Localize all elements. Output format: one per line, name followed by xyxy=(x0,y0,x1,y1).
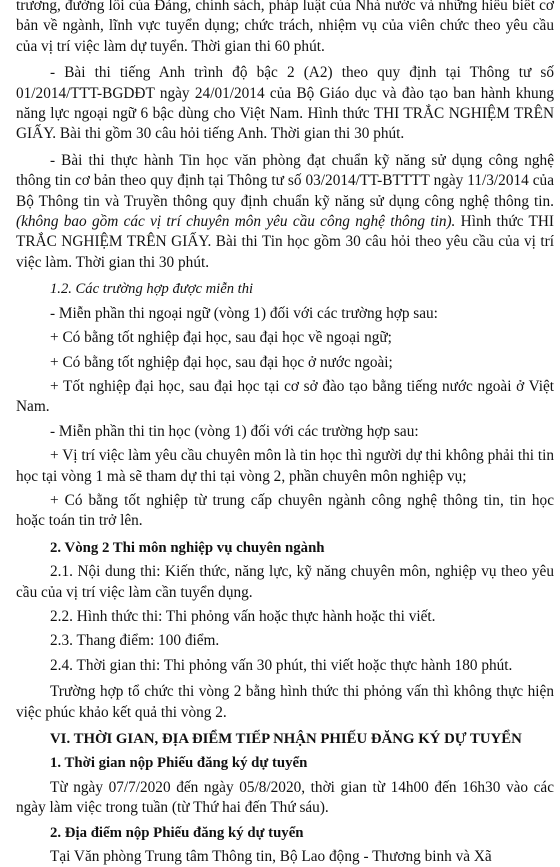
list-item-it-1: + Vị trí việc làm yêu cầu chuyên môn là tin học thì người dự thi không phải thi tin học tại vòng 1 mà sẽ tham dự thi tại vòng 2, phần chuyên môn nghiệp vụ; xyxy=(16,447,554,485)
paragraph-general-knowledge-cont: trương, đường lối của Đảng, chính sách, pháp luật của Nhà nước và những hiểu biết cơ bản về ngành, lĩnh vực tuyển dụng; chức trách, nhiệm vụ của viên chức theo yêu cầu của vị trí việc làm dự tuyển. Thời gian thi 60 phút. xyxy=(16,0,554,55)
it-exam-text-b: Hình thức THI TRẮC NGHIỆM TRÊN GIẤY. Bài thi Tin học gồm 30 câu hỏi theo yêu cầu của vị trí việc làm. Thời gian thi 30 phút. xyxy=(16,213,554,271)
paragraph-exempt-language: - Miễn phần thi ngoại ngữ (vòng 1) đối với các trường hợp sau: xyxy=(50,304,438,322)
list-item-language-2: + Có bằng tốt nghiệp đại học, sau đại học ở nước ngoài; xyxy=(50,353,393,371)
heading-round-2: 2. Vòng 2 Thi môn nghiệp vụ chuyên ngành xyxy=(50,539,325,556)
it-exam-text-a: - Bài thi thực hành Tin học văn phòng đạt chuẩn kỹ năng sử dụng công nghệ thông tin cơ bản theo quy định tại Thông tư số 03/2014/TT-BTTTT ngày 11/3/2014 của Bộ Thông tin và Truyền thông quy định chuẩn kỹ năng sử dụng công nghệ thông tin. xyxy=(16,151,554,210)
paragraph-english-exam: - Bài thi tiếng Anh trình độ bậc 2 (A2) theo quy định tại Thông tư số 01/2014/TTT-BGDĐT ngày 24/01/2014 của Bộ Giáo dục và đào tạo ban hành khung năng lực ngoại ngữ 6 bậc dùng cho Việt Nam. Hình thức THI TRẮC NGHIỆM TRÊN GIẤY. Bài thi gồm 30 câu hỏi tiếng Anh. Thời gian thi 30 phút. xyxy=(16,64,554,143)
paragraph-round2-note: Trường hợp tổ chức thi vòng 2 bằng hình thức thi phỏng vấn thì không thực hiện việc phúc khảo kết quả thi vòng 2. xyxy=(16,683,554,721)
heading-section-vi: VI. THỜI GIAN, ĐỊA ĐIỂM TIẾP NHẬN PHIẾU ĐĂNG KÝ DỰ TUYỂN xyxy=(50,731,522,747)
heading-exemption-cases: 1.2. Các trường hợp được miễn thi xyxy=(50,281,254,298)
heading-submission-time: 1. Thời gian nộp Phiếu đăng ký dự tuyển xyxy=(50,755,308,772)
paragraph-exempt-it: - Miễn phần thi tin học (vòng 1) đối với các trường hợp sau: xyxy=(50,422,419,440)
paragraph-submission-time: Từ ngày 07/7/2020 đến ngày 05/8/2020, thời gian từ 14h00 đến 16h30 vào các ngày làm việc trong tuần (từ Thứ hai đến Thứ sáu). xyxy=(16,778,554,817)
paragraph-round2-content: 2.1. Nội dung thi: Kiến thức, năng lực, kỹ năng chuyên môn, nghiệp vụ theo yêu cầu của vị trí việc làm cần tuyển dụng. xyxy=(16,563,554,601)
paragraph-it-exam xyxy=(16,151,554,273)
paragraph-round2-format: 2.2. Hình thức thi: Thi phỏng vấn hoặc thực hành hoặc thi viết. xyxy=(50,607,436,625)
heading-submission-place: 2. Địa điểm nộp Phiếu đăng ký dự tuyển xyxy=(50,824,304,841)
paragraph-round2-score: 2.3. Thang điểm: 100 điểm. xyxy=(50,632,220,650)
list-item-language-1: + Có bằng tốt nghiệp đại học, sau đại học về ngoại ngữ; xyxy=(50,329,392,347)
list-item-language-3: + Tốt nghiệp đại học, sau đại học tại cơ sở đào tạo bằng tiếng nước ngoài ở Việt Nam. xyxy=(16,377,554,416)
it-exam-italic-note: (không bao gồm các vị trí chuyên môn yêu cầu công nghệ thông tin). xyxy=(16,213,456,231)
paragraph-round2-duration: 2.4. Thời gian thi: Thi phỏng vấn 30 phút, thi viết hoặc thực hành 180 phút. xyxy=(50,656,513,674)
list-item-it-2: + Có bằng tốt nghiệp từ trung cấp chuyên ngành công nghệ thông tin, tin học hoặc toán tin trở lên. xyxy=(16,491,554,530)
paragraph-submission-place: Tại Văn phòng Trung tâm Thông tin, Bộ Lao động - Thương binh và Xã xyxy=(50,848,492,866)
